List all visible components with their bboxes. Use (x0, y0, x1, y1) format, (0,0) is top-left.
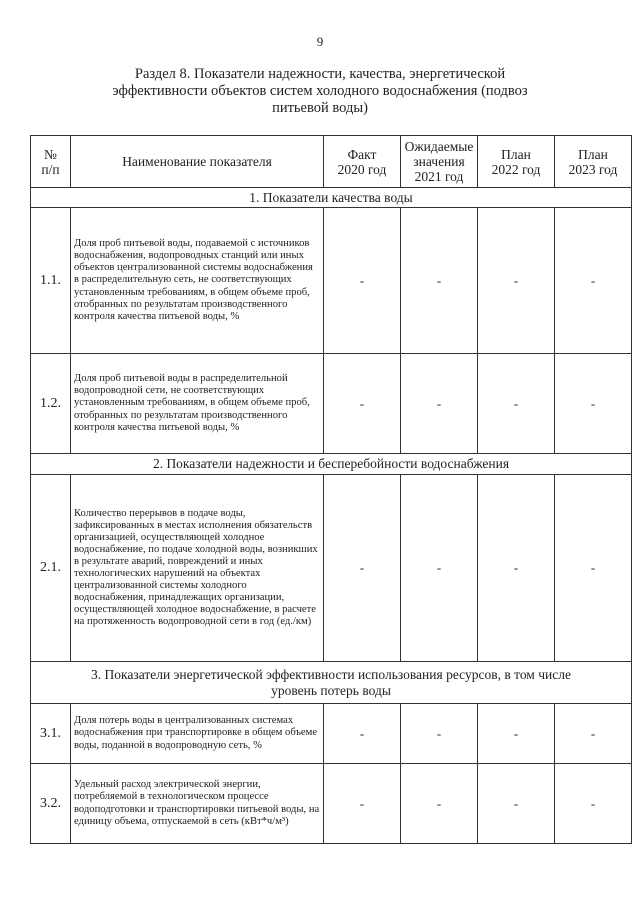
section-title-line-2: эффективности объектов систем холодного водоснабжения (подвоз (112, 83, 528, 99)
value-fact-2020: - (324, 475, 401, 662)
row-number: 2.1. (31, 475, 71, 662)
header-plan-2023 (555, 136, 632, 188)
value-plan-2023: - (555, 354, 632, 454)
header-fact-line-1: Факт (347, 146, 377, 162)
section-heading-row (31, 662, 632, 704)
section-title-line-1: Раздел 8. Показатели надежности, качества, энергетической (134, 66, 506, 82)
header-expected-line-3: 2021 год (414, 169, 464, 184)
value-plan-2022: - (478, 208, 555, 354)
indicator-name: Доля потерь воды в централизованных системах водоснабжения при транспортировке в общем объеме воды, поданной в водопроводную сеть, % (71, 704, 324, 764)
indicator-name: Доля проб питьевой воды, подаваемой с источников водоснабжения, водопроводных станций или иных объектов централизованной системы водоснабжения в распределительную сеть, не соответствующих установленным требованиям, в общем объеме проб, отобранных по результатам производственного контроля качества питьевой воды, % (71, 208, 324, 354)
indicator-name: Доля проб питьевой воды в распределительной водопроводной сети, не соответствующих установленным требованиям, в общем объеме проб, отобранных по результатам производственного контроля качества питьевой воды, % (71, 354, 324, 454)
header-expected-line-2: значения (413, 154, 465, 169)
row-number: 3.1. (31, 704, 71, 764)
value-expected-2021: - (401, 354, 478, 454)
value-plan-2023: - (555, 208, 632, 354)
table-row (31, 475, 632, 662)
section-heading-line-2: уровень потерь воды (271, 682, 391, 698)
header-fact-2020 (324, 136, 401, 188)
section-heading-line-1: 3. Показатели энергетической эффективности использования ресурсов, в том числе (91, 666, 571, 682)
value-fact-2020: - (324, 354, 401, 454)
header-plan-2022 (478, 136, 555, 188)
indicator-name: Удельный расход электрической энергии, потребляемой в технологическом процессе водоподготовки и транспортировки питьевой воды, на единицу объема, отпускаемой в сеть (кВт*ч/м³) (71, 764, 324, 844)
value-plan-2023: - (555, 704, 632, 764)
value-expected-2021: - (401, 764, 478, 844)
header-number-line-2: п/п (41, 161, 60, 177)
value-plan-2023: - (555, 764, 632, 844)
value-fact-2020: - (324, 704, 401, 764)
value-expected-2021: - (401, 704, 478, 764)
table-row (31, 704, 632, 764)
section-title (80, 66, 560, 117)
row-number: 1.2. (31, 354, 71, 454)
value-expected-2021: - (401, 208, 478, 354)
indicators-table (30, 135, 632, 844)
page-number: 9 (316, 34, 324, 49)
section-heading: 1. Показатели качества воды (31, 188, 632, 208)
value-plan-2022: - (478, 704, 555, 764)
header-plan-2022-line-2: 2022 год (491, 161, 541, 177)
table-row (31, 208, 632, 354)
value-plan-2022: - (478, 764, 555, 844)
value-expected-2021: - (401, 475, 478, 662)
section-heading (31, 662, 632, 704)
value-plan-2023: - (555, 475, 632, 662)
row-number: 3.2. (31, 764, 71, 844)
header-indicator-name: Наименование показателя (71, 136, 324, 188)
header-number-line-1: № (44, 146, 57, 162)
value-fact-2020: - (324, 208, 401, 354)
value-fact-2020: - (324, 764, 401, 844)
row-number: 1.1. (31, 208, 71, 354)
section-heading-row (31, 188, 632, 208)
header-fact-line-2: 2020 год (337, 161, 387, 177)
value-plan-2022: - (478, 475, 555, 662)
header-plan-2023-line-2: 2023 год (568, 161, 618, 177)
table-row (31, 354, 632, 454)
header-plan-2022-line-1: План (501, 146, 531, 162)
section-title-line-3: питьевой воды) (272, 100, 368, 116)
value-plan-2022: - (478, 354, 555, 454)
indicator-name: Количество перерывов в подаче воды, зафиксированных в местах исполнения обязательств организацией, осуществляющей холодное водоснабжение, по подаче холодной воды, возникших в результате аварий, повреждений и иных технологических нарушений на объектах централизованной системы холодного водоснабжения, принадлежащих организации, осуществляющей холодное водоснабжение, в расчете на протяженность водопроводной сети в год (ед./км) (71, 475, 324, 662)
header-number (31, 136, 71, 188)
table-row (31, 764, 632, 844)
section-heading: 2. Показатели надежности и бесперебойности водоснабжения (31, 454, 632, 475)
section-heading-row (31, 454, 632, 475)
header-expected-line-1: Ожидаемые (404, 139, 474, 154)
header-plan-2023-line-1: План (578, 146, 608, 162)
header-expected-2021 (401, 136, 478, 188)
table-header-row (31, 136, 632, 188)
